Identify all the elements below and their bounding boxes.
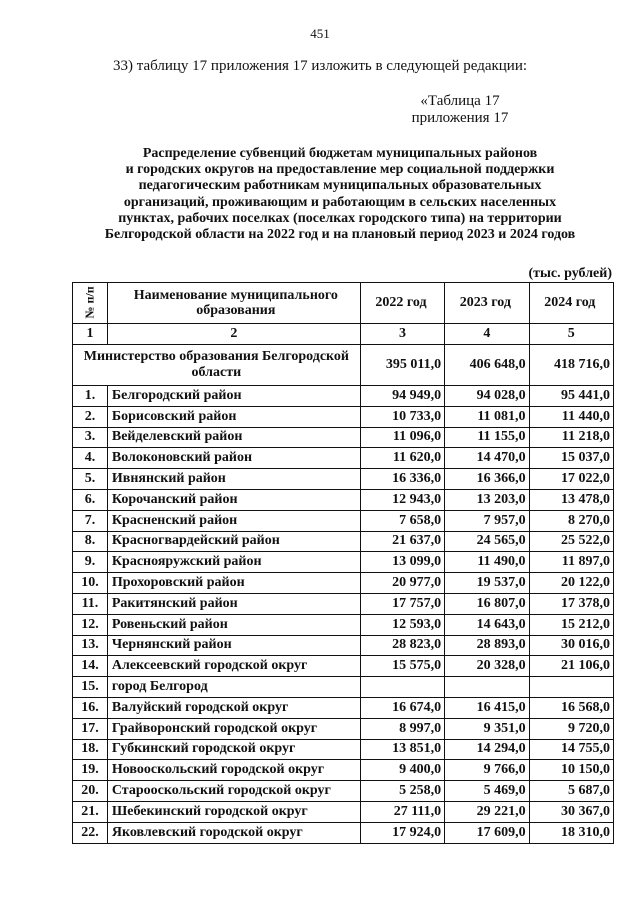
row-value-2022 xyxy=(360,677,444,698)
table-row xyxy=(73,427,614,448)
row-value-2023: 13 203,0 xyxy=(445,489,529,510)
row-value-2022: 11 096,0 xyxy=(360,427,444,448)
title-line: Белгородской области на 2022 год и на плановый период 2023 и 2024 годов xyxy=(104,227,576,243)
table-row xyxy=(73,510,614,531)
table-label-line: «Таблица 17 xyxy=(420,93,500,109)
table-row xyxy=(73,448,614,469)
table-row xyxy=(73,697,614,718)
row-value-2023: 7 957,0 xyxy=(445,510,529,531)
row-name: Грайворонский городской округ xyxy=(107,718,360,739)
row-name: Красногвардейский район xyxy=(107,531,360,552)
row-name: Краснояружский район xyxy=(107,552,360,573)
row-value-2023: 28 893,0 xyxy=(445,635,529,656)
row-value-2024: 9 720,0 xyxy=(529,718,613,739)
row-name: Ровеньский район xyxy=(107,614,360,635)
row-value-2023: 16 415,0 xyxy=(445,697,529,718)
row-value-2024: 11 218,0 xyxy=(529,427,613,448)
row-value-2023: 11 081,0 xyxy=(445,406,529,427)
table-row xyxy=(73,386,614,407)
table-row xyxy=(73,614,614,635)
column-index: 3 xyxy=(360,324,444,345)
row-value-2022: 17 924,0 xyxy=(360,822,444,843)
row-name: Старооскольский городской округ xyxy=(107,781,360,802)
row-value-2024: 95 441,0 xyxy=(529,386,613,407)
row-value-2023 xyxy=(445,677,529,698)
table-row xyxy=(73,718,614,739)
row-name: Шебекинский городской округ xyxy=(107,801,360,822)
row-value-2022: 8 997,0 xyxy=(360,718,444,739)
row-value-2022: 13 851,0 xyxy=(360,739,444,760)
table-row xyxy=(73,801,614,822)
row-number: 15. xyxy=(73,677,108,698)
row-name: Белгородский район xyxy=(107,386,360,407)
title-line: педагогическим работникам муниципальных образовательных xyxy=(138,178,542,194)
row-number: 13. xyxy=(73,635,108,656)
row-name: Чернянский район xyxy=(107,635,360,656)
total-row xyxy=(73,345,614,386)
row-name: Валуйский городской округ xyxy=(107,697,360,718)
row-value-2023: 19 537,0 xyxy=(445,573,529,594)
row-name: Вейделевский район xyxy=(107,427,360,448)
column-index-row xyxy=(73,324,614,345)
row-name: Борисовский район xyxy=(107,406,360,427)
row-value-2024: 25 522,0 xyxy=(529,531,613,552)
row-value-2022: 94 949,0 xyxy=(360,386,444,407)
row-number: 4. xyxy=(73,448,108,469)
row-value-2022: 13 099,0 xyxy=(360,552,444,573)
row-value-2023: 14 643,0 xyxy=(445,614,529,635)
row-value-2022: 12 593,0 xyxy=(360,614,444,635)
row-number: 18. xyxy=(73,739,108,760)
row-value-2022: 16 336,0 xyxy=(360,469,444,490)
row-value-2022: 12 943,0 xyxy=(360,489,444,510)
row-value-2024: 21 106,0 xyxy=(529,656,613,677)
header-num: № п/п xyxy=(73,283,108,324)
row-value-2022: 9 400,0 xyxy=(360,760,444,781)
row-value-2022: 10 733,0 xyxy=(360,406,444,427)
row-value-2024: 11 440,0 xyxy=(529,406,613,427)
row-value-2023: 16 807,0 xyxy=(445,593,529,614)
row-value-2024: 15 037,0 xyxy=(529,448,613,469)
row-name: Волоконовский район xyxy=(107,448,360,469)
total-row-name: Министерство образования Белгородской области xyxy=(73,345,361,386)
row-number: 8. xyxy=(73,531,108,552)
table-row xyxy=(73,406,614,427)
total-2023: 406 648,0 xyxy=(445,345,529,386)
title-line: организаций, проживающим и работающим в сельских населенных xyxy=(123,194,557,210)
table-row xyxy=(73,656,614,677)
row-value-2023: 20 328,0 xyxy=(445,656,529,677)
row-number: 17. xyxy=(73,718,108,739)
row-value-2023: 16 366,0 xyxy=(445,469,529,490)
row-value-2024: 20 122,0 xyxy=(529,573,613,594)
row-value-2024: 14 755,0 xyxy=(529,739,613,760)
header-2023: 2023 год xyxy=(445,283,529,324)
row-value-2024: 17 378,0 xyxy=(529,593,613,614)
row-value-2023: 5 469,0 xyxy=(445,781,529,802)
row-name: Ивнянский район xyxy=(107,469,360,490)
row-name: Ракитянский район xyxy=(107,593,360,614)
row-number: 21. xyxy=(73,801,108,822)
row-value-2022: 7 658,0 xyxy=(360,510,444,531)
row-value-2022: 27 111,0 xyxy=(360,801,444,822)
column-index: 5 xyxy=(529,324,613,345)
row-value-2023: 17 609,0 xyxy=(445,822,529,843)
row-value-2023: 11 155,0 xyxy=(445,427,529,448)
column-index: 4 xyxy=(445,324,529,345)
row-number: 16. xyxy=(73,697,108,718)
table-row xyxy=(73,781,614,802)
row-value-2024 xyxy=(529,677,613,698)
column-index: 1 xyxy=(73,324,108,345)
row-number: 7. xyxy=(73,510,108,531)
table-row xyxy=(73,469,614,490)
row-value-2024: 10 150,0 xyxy=(529,760,613,781)
row-number: 10. xyxy=(73,573,108,594)
row-name: Новооскольский городской округ xyxy=(107,760,360,781)
row-value-2022: 21 637,0 xyxy=(360,531,444,552)
row-value-2022: 28 823,0 xyxy=(360,635,444,656)
table-body xyxy=(73,386,614,844)
units-label: (тыс. рублей) xyxy=(528,266,612,281)
row-value-2024: 30 016,0 xyxy=(529,635,613,656)
row-number: 2. xyxy=(73,406,108,427)
table-label xyxy=(400,93,520,127)
row-value-2024: 11 897,0 xyxy=(529,552,613,573)
row-number: 19. xyxy=(73,760,108,781)
table-row xyxy=(73,552,614,573)
header-2022: 2022 год xyxy=(360,283,444,324)
row-value-2024: 5 687,0 xyxy=(529,781,613,802)
row-value-2023: 14 470,0 xyxy=(445,448,529,469)
row-name: Яковлевский городской округ xyxy=(107,822,360,843)
row-value-2024: 16 568,0 xyxy=(529,697,613,718)
row-name: Губкинский городской округ xyxy=(107,739,360,760)
row-value-2022: 5 258,0 xyxy=(360,781,444,802)
title-line: и городских округов на предоставление мер социальной поддержки xyxy=(125,162,555,178)
title-line: пунктах, рабочих поселках (поселках городского типа) на территории xyxy=(118,210,562,226)
table-row xyxy=(73,531,614,552)
row-name: Корочанский район xyxy=(107,489,360,510)
row-value-2024: 30 367,0 xyxy=(529,801,613,822)
title-line: Распределение субвенций бюджетам муниципальных районов xyxy=(142,146,538,161)
table-label-line: приложения 17 xyxy=(411,110,509,126)
row-number: 3. xyxy=(73,427,108,448)
header-2024: 2024 год xyxy=(529,283,613,324)
row-number: 12. xyxy=(73,614,108,635)
table-row xyxy=(73,635,614,656)
table-row xyxy=(73,489,614,510)
document-title xyxy=(70,146,610,243)
row-name: Алексеевский городской округ xyxy=(107,656,360,677)
row-value-2023: 9 766,0 xyxy=(445,760,529,781)
row-name: город Белгород xyxy=(107,677,360,698)
row-value-2022: 15 575,0 xyxy=(360,656,444,677)
table-row xyxy=(73,739,614,760)
row-number: 6. xyxy=(73,489,108,510)
row-value-2023: 24 565,0 xyxy=(445,531,529,552)
row-value-2024: 18 310,0 xyxy=(529,822,613,843)
total-2022: 395 011,0 xyxy=(360,345,444,386)
page-number: 451 xyxy=(310,26,330,41)
table-header-row xyxy=(73,283,614,324)
instruction-text: 33) таблицу 17 приложения 17 изложить в следующей редакции: xyxy=(112,58,528,74)
total-2024: 418 716,0 xyxy=(529,345,613,386)
column-index: 2 xyxy=(107,324,360,345)
row-value-2023: 9 351,0 xyxy=(445,718,529,739)
row-number: 9. xyxy=(73,552,108,573)
row-name: Прохоровский район xyxy=(107,573,360,594)
row-number: 5. xyxy=(73,469,108,490)
row-value-2022: 16 674,0 xyxy=(360,697,444,718)
table-row xyxy=(73,760,614,781)
row-number: 1. xyxy=(73,386,108,407)
row-value-2023: 14 294,0 xyxy=(445,739,529,760)
row-value-2023: 29 221,0 xyxy=(445,801,529,822)
row-value-2022: 17 757,0 xyxy=(360,593,444,614)
row-number: 22. xyxy=(73,822,108,843)
row-value-2023: 11 490,0 xyxy=(445,552,529,573)
subvention-table xyxy=(72,282,614,844)
table-row xyxy=(73,677,614,698)
row-number: 11. xyxy=(73,593,108,614)
row-number: 14. xyxy=(73,656,108,677)
row-value-2024: 13 478,0 xyxy=(529,489,613,510)
row-value-2024: 15 212,0 xyxy=(529,614,613,635)
row-name: Красненский район xyxy=(107,510,360,531)
table-row xyxy=(73,593,614,614)
table-row xyxy=(73,573,614,594)
header-name: Наименование муниципального образования xyxy=(107,283,360,324)
row-value-2023: 94 028,0 xyxy=(445,386,529,407)
row-value-2024: 8 270,0 xyxy=(529,510,613,531)
row-number: 20. xyxy=(73,781,108,802)
row-value-2022: 11 620,0 xyxy=(360,448,444,469)
row-value-2022: 20 977,0 xyxy=(360,573,444,594)
row-value-2024: 17 022,0 xyxy=(529,469,613,490)
table-row xyxy=(73,822,614,843)
